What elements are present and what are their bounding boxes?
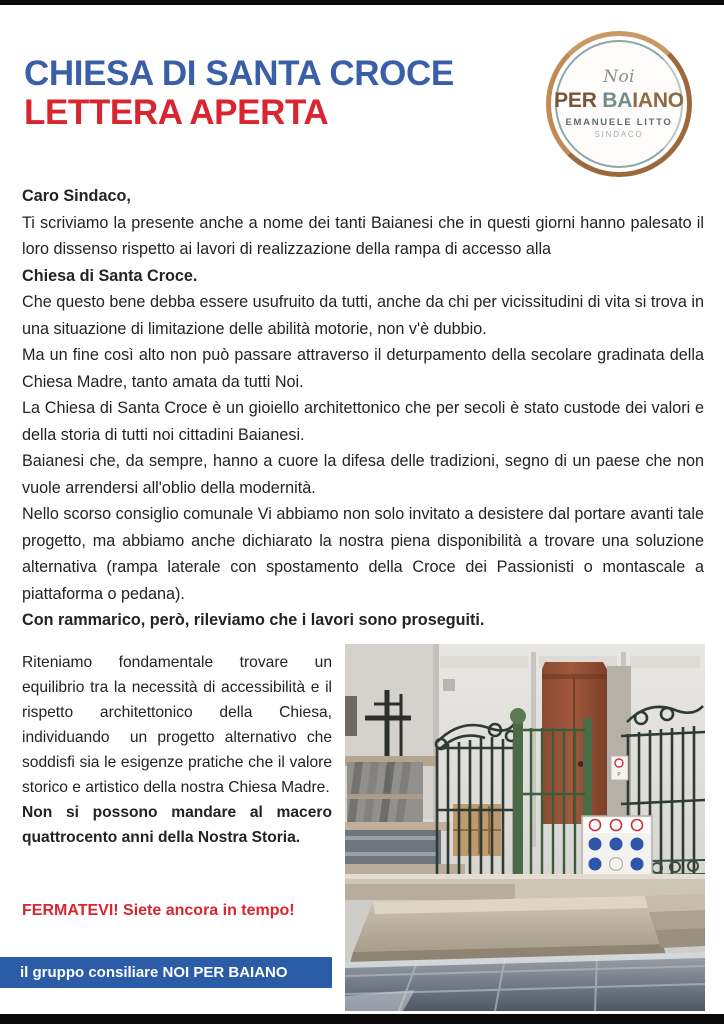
letter-paragraph: Baianesi che, da sempre, hanno a cuore la difesa delle tradizioni, segno di un paese che non vuole arrendersi all'oblio della modernità. <box>22 452 709 497</box>
letter-paragraph: Nello scorso consiglio comunale Vi abbiamo non solo invitato a desistere dal portare avanti tale progetto, ma abbiamo anche dichiarato la nostra piena disponibilità a trovare una soluzione alternativa (rampa laterale con spostamento della Croce dei Passionisti o montascale a piattaforma o pedana). <box>22 505 709 603</box>
logo-script-word: Noi <box>603 67 635 87</box>
logo-candidate-role: SINDACO <box>594 130 644 139</box>
logo-word-iano: IANO <box>632 89 684 112</box>
page-title <box>24 55 454 132</box>
title-line-secondary: LETTERA APERTA <box>24 92 329 132</box>
road-sign-panel <box>582 816 652 882</box>
poster-header <box>0 5 724 180</box>
letter-paragraph: La Chiesa di Santa Croce è un gioiello architettonico che per secoli è stato custode dei valori e della storia di tutti noi cittadini Baianesi. <box>22 399 709 444</box>
logo-word-ba: BA <box>602 89 633 112</box>
lower-text-column <box>22 650 337 850</box>
svg-text:P: P <box>617 772 621 778</box>
photo-illustration <box>345 644 705 1011</box>
poster-page <box>0 5 724 1014</box>
footer-signature-bar <box>0 957 332 988</box>
logo-wordmark <box>554 90 684 111</box>
scan-bar-bottom <box>0 1014 724 1024</box>
logo-text-group <box>555 40 683 168</box>
lower-paragraph: Riteniamo fondamentale trovare un equilibrio tra la necessità di accessibilità e il rispetto architettonico della Chiesa, individuando un progetto alternativo che soddisfi sia le esigenze pratiche che il valore storico e artistico della nostra Chiesa Madre. <box>22 654 337 796</box>
letter-body <box>22 183 709 634</box>
lower-paragraph-emphasis: Non si possono mandare al macero quattrocento anni della Nostra Storia. <box>22 804 337 846</box>
logo-word-per: PER <box>554 89 603 112</box>
scan-bar-top <box>0 0 724 5</box>
logo-candidate-name: EMANUELE LITTO <box>565 117 673 128</box>
small-sign <box>611 756 628 780</box>
letter-paragraph-closing: Con rammarico, però, rileviamo che i lavori sono proseguiti. <box>22 611 485 629</box>
call-to-action-text: FERMATEVI! Siete ancora in tempo! <box>22 902 295 919</box>
title-line-primary: CHIESA DI SANTA CROCE <box>24 54 454 93</box>
letter-paragraph: Chiesa di Santa Croce. <box>22 266 198 285</box>
footer-signature-label: il gruppo consiliare NOI PER BAIANO <box>20 964 288 981</box>
letter-paragraph: Ti scriviamo la presente anche a nome dei tanti Baianesi che in questi giorni hanno palesato il loro dissenso rispetto ai lavori di realizzazione della rampa di accesso alla <box>22 213 709 258</box>
letter-paragraph: Ma un fine così alto non può passare attraverso il deturpamento della secolare gradinata della Chiesa Madre, tanto amata da tutti Noi. <box>22 346 709 391</box>
letter-paragraph: Che questo bene debba essere usufruito da tutti, anche da chi per vicissitudini di vita si trova in una situazione di limitazione delle abilità motorie, non v'è dubbio. <box>22 293 709 338</box>
photo-church-entrance <box>345 644 705 1011</box>
logo-noi-per-baiano <box>538 29 704 179</box>
letter-salutation: Caro Sindaco, <box>22 187 131 205</box>
